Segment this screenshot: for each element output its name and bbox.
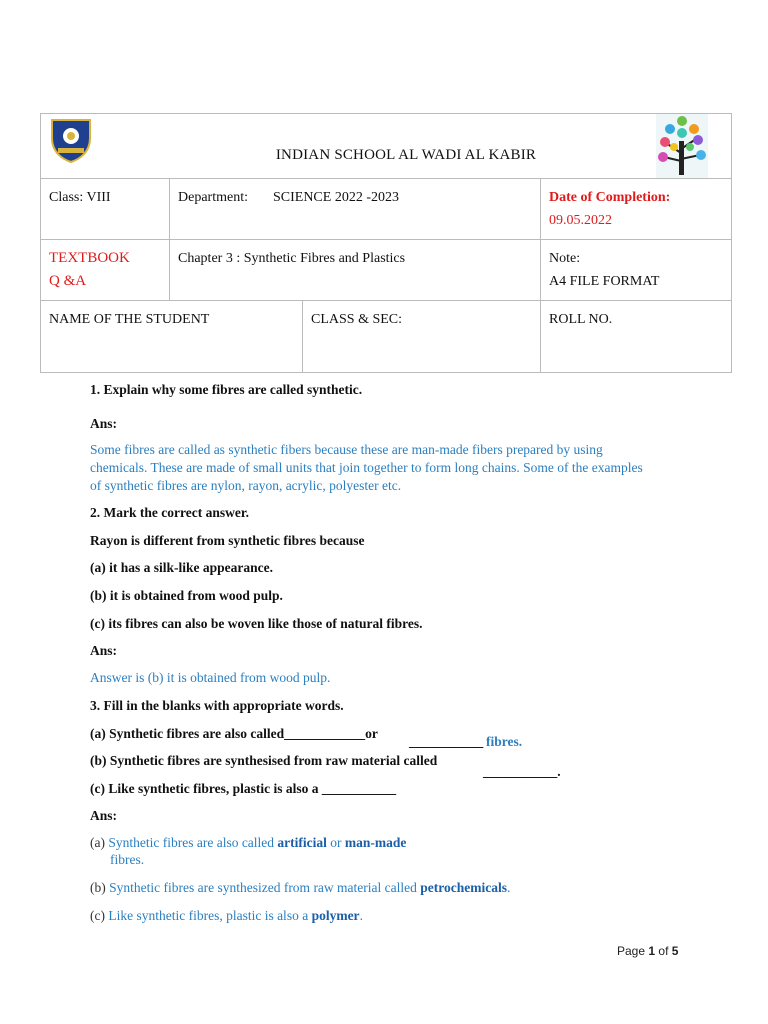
- answer-label-1: Ans:: [90, 416, 118, 431]
- blank-b: (b) Synthetic fibres are synthesised from raw material called: [90, 753, 438, 768]
- page-total: 5: [671, 944, 679, 958]
- answer-word-polymer: polymer: [311, 908, 360, 923]
- department-label: Department:: [178, 190, 248, 205]
- header-table: [40, 113, 732, 373]
- answer-1: Some fibres are called as synthetic fibers because these are man-made fibers prepared by using chemicals. These are made of small units that join together to form long chains. Some of the examples of synthetic fibres are nylon, rayon, acrylic, polyester etc.: [90, 442, 643, 493]
- answer-3b: (b) Synthetic fibres are synthesized from raw material called petrochemicals.: [90, 880, 511, 895]
- school-title-cell: [41, 114, 732, 179]
- option-c: (c) its fibres can also be woven like those of natural fibres.: [90, 616, 423, 631]
- student-name-label: NAME OF THE STUDENT: [49, 312, 210, 327]
- blank-b-cont: ___________.: [483, 764, 561, 779]
- option-a: (a) it has a silk-like appearance.: [90, 560, 274, 575]
- class-label: Class: VIII: [49, 190, 111, 205]
- answer-word-petrochemicals: petrochemicals: [420, 880, 507, 895]
- class-sec-label: CLASS & SEC:: [311, 312, 403, 327]
- answer-3a-cont: fibres.: [110, 852, 145, 867]
- qa-label: Q &A: [49, 273, 87, 289]
- question-3: 3. Fill in the blanks with appropriate words.: [90, 698, 344, 713]
- answer-2: Answer is (b) it is obtained from wood pulp.: [90, 670, 331, 685]
- blank-c: (c) Like synthetic fibres, plastic is also a ___________: [90, 781, 397, 796]
- question-2-stem: Rayon is different from synthetic fibres because: [90, 533, 365, 548]
- answer-label-3: Ans:: [90, 808, 118, 823]
- school-name: INDIAN SCHOOL AL WADI AL KABIR: [275, 147, 537, 163]
- blank-a-cont: ___________: [409, 734, 484, 749]
- chapter-title: Chapter 3 : Synthetic Fibres and Plastics: [178, 251, 406, 266]
- date-label: Date of Completion:: [549, 190, 671, 205]
- page-footer: Page 1 of 5: [617, 944, 679, 958]
- note-value: A4 FILE FORMAT: [549, 274, 660, 289]
- answer-label-2: Ans:: [90, 643, 118, 658]
- question-1: 1. Explain why some fibres are called synthetic.: [90, 382, 363, 397]
- question-2: 2. Mark the correct answer.: [90, 505, 249, 520]
- answer-3a: (a) Synthetic fibres are also called artificial or man-made: [90, 835, 407, 850]
- date-value: 09.05.2022: [549, 213, 612, 228]
- option-b: (b) it is obtained from wood pulp.: [90, 588, 283, 603]
- roll-no-label: ROLL NO.: [549, 312, 613, 327]
- blank-a-fibres: fibres.: [486, 734, 523, 749]
- note-label: Note:: [549, 251, 581, 266]
- answer-3c: (c) Like synthetic fibres, plastic is also a polymer.: [90, 908, 363, 923]
- answer-word-artificial: artificial: [277, 835, 327, 850]
- department-value: SCIENCE 2022 -2023: [272, 190, 399, 205]
- page-number: 1: [648, 944, 656, 958]
- blank-a: (a) Synthetic fibres are also called____________or: [90, 726, 378, 741]
- textbook-label: TEXTBOOK: [49, 250, 130, 266]
- answer-word-man-made: man-made: [344, 835, 407, 850]
